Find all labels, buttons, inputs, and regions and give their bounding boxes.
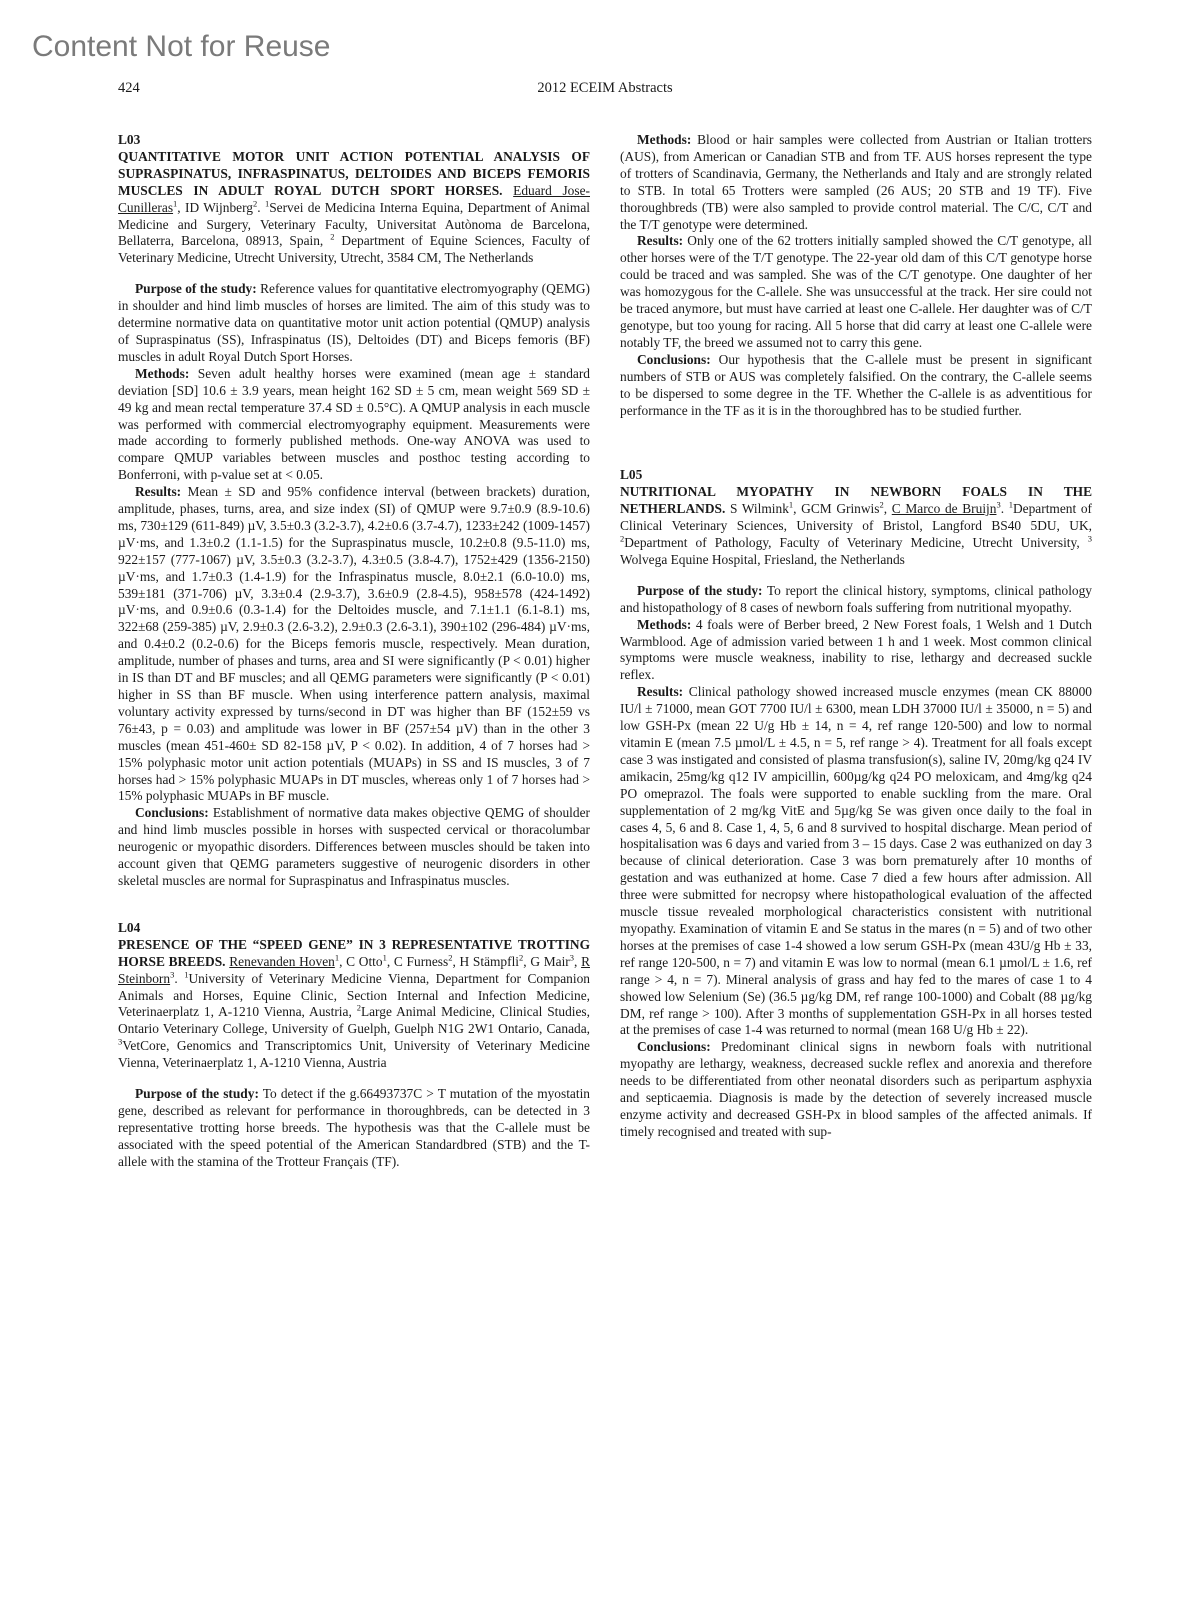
abstract-l04 [118, 920, 590, 1171]
affiliation: University of Veterinary Medicine Vienna, Department for Companion Animals and Horses, Equine Clinic, Section Internal and Infection Medicine, Veterinaerplatz 1, A-1210 Vienna, Austria, [118, 970, 590, 1020]
abstract-id: L05 [620, 467, 643, 483]
purpose-label: Purpose of the study: [135, 281, 257, 297]
author-sup: 2 [448, 952, 453, 963]
purpose-paragraph [118, 1086, 590, 1171]
author-sup: 2 [253, 198, 258, 209]
abstract-heading: NUTRITIONAL MYOPATHY IN NEWBORN FOALS IN THE NETHERLANDS. S Wilmink$^1$, GCM Grinwis$^2$, C Marco de Bruijn$^3$. $^1$Department of Clinical Veterinary Sciences, University of Bristol, Langford BS40 5DU, UK, $^2$Department of Pathology, Faculty of Veterinary Medicine, Utrecht University, $^3$ Wolvega Equine Hospital, Friesland, the Netherlands [620, 484, 1092, 567]
author: R Steinborn [118, 953, 590, 986]
conclusions-paragraph [118, 805, 590, 890]
author-sup: 1 [334, 952, 340, 963]
purpose-paragraph [118, 281, 590, 366]
abstract-title: NUTRITIONAL MYOPATHY IN NEWBORN FOALS IN THE NETHERLANDS. [620, 484, 1092, 517]
affiliation-sup: 2 [330, 231, 335, 242]
right-column [620, 132, 1092, 1582]
author-sup: 1 [173, 198, 178, 209]
abstract-l03 [118, 132, 590, 890]
affiliation-sup: 3 [118, 1036, 123, 1047]
methods-label: Methods: [637, 616, 692, 632]
author-presenting: C Marco de Bruijn [891, 501, 997, 517]
affiliation: Department of Equine Sciences, Faculty of Veterinary Medicine, Utrecht University, Utrecht, 3584 CM, The Netherlands [118, 233, 590, 266]
conclusions-text: Our hypothesis that the C-allele must be present in significant numbers of STB or AUS was completely falsified. On the contrary, the C-allele seems to be dispersed to some degree in the TF. Whether the C-allele is as adventitious for performance in the TF as it is in the thoroughbred has to be studied further. [620, 351, 1092, 418]
conclusions-label: Conclusions: [637, 1039, 711, 1055]
results-label: Results: [135, 484, 182, 500]
affiliation: Department of Pathology, Faculty of Veterinary Medicine, Utrecht University, [624, 535, 1088, 551]
methods-paragraph [620, 617, 1092, 685]
affiliation: Large Animal Medicine, Clinical Studies, Ontario Veterinary College, University of Guelph, Guelph N1G 2W1 Ontario, Canada, [118, 1004, 590, 1037]
results-text: Clinical pathology showed increased muscle enzymes (mean CK 88000 IU/l ± 71000, mean GOT 7700 IU/l ± 6300, mean LDH 37000 IU/l ± 35000, n = 5) and low GSH-Px (mean 22 U/g Hb ± 14, n = 4, ref range 120-500) and low to normal vitamin E (mean 7.5 µmol/L ± 4.5, n = 5, ref range > 4). Treatment for all foals except case 3 was instigated and consisted of plasma transfusion(s), saline IV, 20mg/kg q24 IV amikacin, 25mg/kg q12 IV ampicillin, 600µg/kg q24 PO meloxicam, and 4mg/kg q24 PO omeprazol. The foals were supported to enable suckling from the mare. Oral supplementation of 2 mg/kg VitE and 5µg/kg Se was given once daily to the foal in cases 4, 5, 6 and 8. Case 1, 4, 5, 6 and 8 survived to hospital discharge. Mean period of hospitalisation was 6 days and varied from 3 – 15 days. Case 2 was euthanized on day 3 because of clinical deterioration. Case 3 was born prematurely after 10 months of gestation and was euthanized at home. Case 7 died a few hours after admission. All three were submitted for necropsy where histopathological evaluation of the affected muscle tissue revealed morphological characteristics consistent with nutritional myopathy. Examination of vitamin E and Se status in the mares (n = 5) and of two other horses at the premises of case 1-4 showed a low serum GSH-Px (mean 43U/g Hb ± 33, ref range 120-500, n = 7) and vitamin E was low to normal (mean 6.1 µmol/L ± 1.6, ref range > 4, n = 7). Mineral analysis of grass and hay fed to the mares of case 1 to 4 showed low Selenium (Se) (36.5 µg/kg DM, ref range 100-1000) and Cobalt (88 µg/kg DM, ref range > 100). After 3 months of supplementation GSH-Px in all horses tested at the premises of case 1-4 was returned to normal (mean 168 U/g Hb ± 22). [620, 684, 1092, 1038]
affiliation-sup: 1 [264, 198, 270, 209]
page-number: 424 [118, 80, 140, 96]
results-paragraph [620, 684, 1092, 1039]
conclusions-paragraph [620, 1039, 1092, 1140]
affiliation: VetCore, Genomics and Transcriptomics Unit, University of Veterinary Medicine Vienna, Veterinaerplatz 1, A-1210 Vienna, Austria [118, 1038, 590, 1071]
purpose-label: Purpose of the study: [637, 582, 763, 598]
author: , G Mair [523, 953, 570, 969]
results-paragraph [118, 484, 590, 805]
watermark: Content Not for Reuse [32, 30, 331, 63]
running-title: 2012 ECEIM Abstracts [537, 80, 673, 96]
author: S Wilmink [729, 501, 789, 517]
abstract-id: L04 [118, 919, 141, 935]
conclusions-paragraph [620, 352, 1092, 420]
author-presenting: Renevanden Hoven [229, 953, 335, 969]
results-text: Only one of the 62 trotters initially sampled showed the C/T genotype, all other horses were of the T/T genotype. The 22-year old dam of this C/T genotype horse could be traced and was sampled. She was of the C/T genotype. One daughter of her was homozygous for the C-allele. She was unsuccessful at the track. Her sire could not be traced anymore, but must have carried at least one C-allele. Her daughter was of C/T genotype, but too young for racing. All 5 horse that did carry at least one C-allele were notably TF, the breed we assumed not to carry this gene. [620, 233, 1092, 350]
abstract-l05 [620, 467, 1092, 1140]
purpose-paragraph [620, 583, 1092, 617]
methods-text: Blood or hair samples were collected from Austrian or Italian trotters (AUS), from American or Canadian STB and from TF. AUS horses represent the type of trotters of Scandinavia, Germany, the Netherlands and Italy and are strongly related to STB. In total 65 Trotters were sampled (26 AUS; 20 STB and 19 TF). Five thoroughbreds (TB) were also sampled to provide control material. The C/C, C/T and the T/T genotype were determined. [620, 132, 1092, 232]
affiliation: Wolvega Equine Hospital, Friesland, the Netherlands [620, 551, 905, 567]
results-label: Results: [637, 233, 684, 249]
conclusions-text: Establishment of normative data makes objective QEMG of shoulder and hind limb muscles possible in horses with suspected cervical or thoracolumbar neurogenic or myopathic disorders. Differences between muscles should be taken into account given that QEMG parameters suggestive of neurogenic disorders in other skeletal muscles are normal for Supraspinatus and Infraspinatus muscles. [118, 805, 590, 888]
abstract-title: PRESENCE OF THE “SPEED GENE” IN 3 REPRESENTATIVE TROTTING HORSE BREEDS. [118, 936, 590, 969]
author-sup: 2 [879, 499, 884, 510]
author-sup: 1 [382, 952, 387, 963]
methods-text: 4 foals were of Berber breed, 2 New Forest foals, 1 Welsh and 1 Dutch Warmblood. Age of admission varied between 1 h and 1 week. Most common clinical symptoms were muscle weakness, inability to rise, lethargy and decreased suckle reflex. [620, 616, 1092, 683]
purpose-label: Purpose of the study: [135, 1086, 259, 1102]
conclusions-label: Conclusions: [637, 351, 711, 367]
affiliation: Department of Clinical Veterinary Sciences, University of Bristol, Langford BS40 5DU, UK, [620, 501, 1092, 534]
purpose-text: To detect if the g.66493737C > T mutation of the myostatin gene, described as relevant for performance in thoroughbreds, can be detected in 3 representative trotting horse breeds. The hypothesis was that the C-allele must be associated with the speed potential of the American Standardbred (STB) and the T-allele with the stamina of the Trotteur Français (TF). [118, 1086, 590, 1169]
abstract-heading: PRESENCE OF THE “SPEED GENE” IN 3 REPRESENTATIVE TROTTING HORSE BREEDS. Renevanden Hoven$^1$, C Otto$^1$, C Furness$^2$, H Stämpfli$^2$, G Mair$^3$, R Steinborn$^3$. $^1$University of Veterinary Medicine Vienna, Department for Companion Animals and Horses, Equine Clinic, Section Internal and Infection Medicine, Veterinaerplatz 1, A-1210 Vienna, Austria, $^2$Large Animal Medicine, Clinical Studies, Ontario Veterinary College, University of Guelph, Guelph N1G 2W1 Ontario, Canada, $^3$VetCore, Genomics and Transcriptomics Unit, University of Veterinary Medicine Vienna, Veterinaerplatz 1, A-1210 Vienna, Austria [118, 936, 590, 1071]
abstract-l04-continued [620, 132, 1092, 419]
purpose-text: To report the clinical history, symptoms, clinical pathology and histopathology of 8 cases of newborn foals suffering from nutritional myopathy. [620, 582, 1092, 615]
author-sup: 2 [519, 952, 524, 963]
abstract-heading: QUANTITATIVE MOTOR UNIT ACTION POTENTIAL ANALYSIS OF SUPRASPINATUS, INFRASPINATUS, DELTOIDES AND BICEPS FEMORIS MUSCLES IN ADULT ROYAL DUTCH SPORT HORSES. Eduard Jose-Cunilleras$^1$, ID Wijnberg$^2$. $^1$Servei de Medicina Interna Equina, Department of Animal Medicine and Surgery, Veterinary Faculty, Universitat Autònoma de Barcelona, Bellaterra, Barcelona, 08913, Spain, $^2$ Department of Equine Sciences, Faculty of Veterinary Medicine, Utrecht University, Utrecht, 3584 CM, The Netherlands [118, 148, 590, 266]
purpose-text: Reference values for quantitative electromyography (QEMG) in shoulder and hind limb muscles of horses are limited. The aim of this study was to determine normative data on quantitative motor unit action potential (QMUP) analysis of Supraspinatus (SS), Infraspinatus (IS), Deltoides (DT) and Biceps femoris (BF) muscles in adult Royal Dutch Sport Horses. [118, 281, 590, 364]
results-paragraph [620, 233, 1092, 351]
abstract-id: L03 [118, 132, 141, 147]
affiliation-sup: 1 [1008, 499, 1013, 510]
methods-paragraph [620, 132, 1092, 233]
affiliation-sup: 3 [1087, 533, 1092, 544]
author-sup: 1 [788, 499, 794, 510]
author-presenting: Eduard Jose-Cunilleras [118, 182, 590, 215]
author: , C Furness [386, 953, 449, 969]
methods-label: Methods: [135, 365, 190, 381]
author-separator: , [177, 199, 185, 215]
affiliation-sup: 2 [620, 533, 625, 544]
affiliation: Servei de Medicina Interna Equina, Department of Animal Medicine and Surgery, Veterinary Faculty, Universitat Autònoma de Barcelona, Bellaterra, Barcelona, 08913, Spain, [118, 199, 590, 249]
conclusions-text: Predominant clinical signs in newborn foals with nutritional myopathy are lethargy, weakness, decreased suckle reflex and anorexia and therefore needs to be differentiated from other neonatal disorders such as peripartum asphyxia and septicaemia. Diagnosis is made by the detection of severely increased muscle enzyme activity and decreased GSH-Px in blood samples of the affected animals. If timely recognised and treated with sup- [620, 1039, 1092, 1139]
methods-paragraph [118, 366, 590, 484]
author-sup: 3 [569, 952, 574, 963]
results-label: Results: [637, 684, 684, 700]
author-sup: 3 [996, 499, 1001, 510]
author: , C Otto [339, 953, 383, 969]
results-text: Mean ± SD and 95% confidence interval (between brackets) duration, amplitude, phases, turns, area, and size index (SI) of QMUP were 9.7±0.9 (8.9-10.6) ms, 730±129 (611-849) µV, 3.5±0.3 (3.2-3.7), 4.2±0.6 (3.7-4.7), 1233±242 (1009-1457) µV·ms, and 1.3±0.2 (1.1-1.5) for the Supraspinatus muscle, 10.2±0.8 (9.5-11.0) ms, 922±157 (777-1067) µV, 3.5±0.3 (3.2-3.7), 4.3±0.5 (3.8-4.7), 1752±429 (1356-2150) µV·ms, and 1.7±0.3 (1.4-1.9) for the Infraspinatus muscle, 8.0±2.1 (6.0-10.0) ms, 539±181 (371-706) µV, 3.3±0.4 (2.9-3.7), 3.6±0.9 (2.8-4.5), 958±578 (424-1492) µV·ms, and 0.9±0.6 (0.3-1.4) for the Deltoides muscle, and 7.1±1.1 (6.1-8.1) ms, 322±68 (259-385) µV, 2.9±0.3 (2.6-3.2), 2.9±0.3 (2.6-3.1), 390±102 (296-484) µV·ms, and 0.4±0.2 (0.2-0.6) for the Biceps femoris muscle, respectively. Mean duration, amplitude, number of phases and turns, area and SI were significantly (P < 0.01) higher in IS than DT and BF muscles; and all QEMG parameters were significantly (P < 0.01) higher in SS than BF muscle. When using interference pattern analysis, maximal voluntary activity expressed by turns/second in DT was higher than BF (152±59 vs 76±43, p = 0.03) and amplitude was lower in BF (257±54 µV) than in the other 3 muscles (mean 451-460± SD 82-158 µV, P < 0.02). In addition, 4 of 7 horses had > 15% polyphasic motor unit action potentials (MUAPs) in SS and IS muscles, 3 of 7 horses had > 15% polyphasic MUAPs in DT muscles, whereas only 1 of 7 horses had > 15% polyphasic MUAPs in BF muscle. [118, 484, 590, 804]
author-separator: , [883, 501, 892, 517]
author: , GCM Grinwis [793, 501, 880, 517]
affiliation-sup: 1 [184, 969, 189, 980]
abstract-title: QUANTITATIVE MOTOR UNIT ACTION POTENTIAL ANALYSIS OF SUPRASPINATUS, INFRASPINATUS, DELTOIDES AND BICEPS FEMORIS MUSCLES IN ADULT ROYAL DUTCH SPORT HORSES. [118, 148, 590, 198]
author: , H Stämpfli [452, 953, 520, 969]
author: ID Wijnberg [184, 199, 254, 215]
affiliation-sup: 2 [356, 1002, 361, 1013]
page-header [118, 80, 1092, 100]
author-separator: , [574, 953, 582, 969]
left-column [118, 132, 590, 1582]
methods-text: Seven adult healthy horses were examined (mean age ± standard deviation [SD] 10.6 ± 3.9 years, mean height 162 SD ± 5 cm, mean weight 569 SD ± 49 kg and mean rectal temperature 37.4 SD ± 0.5°C). A QMUP analysis in each muscle was performed with commercial electromyography equipment. Measurements were made according to formerly published methods. One-way ANOVA was used to compare QMUP variables between muscles and posthoc testing according to Bonferroni, with p-value set at < 0.05. [118, 365, 590, 483]
conclusions-label: Conclusions: [135, 805, 209, 821]
author-sup: 3 [170, 969, 175, 980]
methods-label: Methods: [637, 132, 692, 147]
